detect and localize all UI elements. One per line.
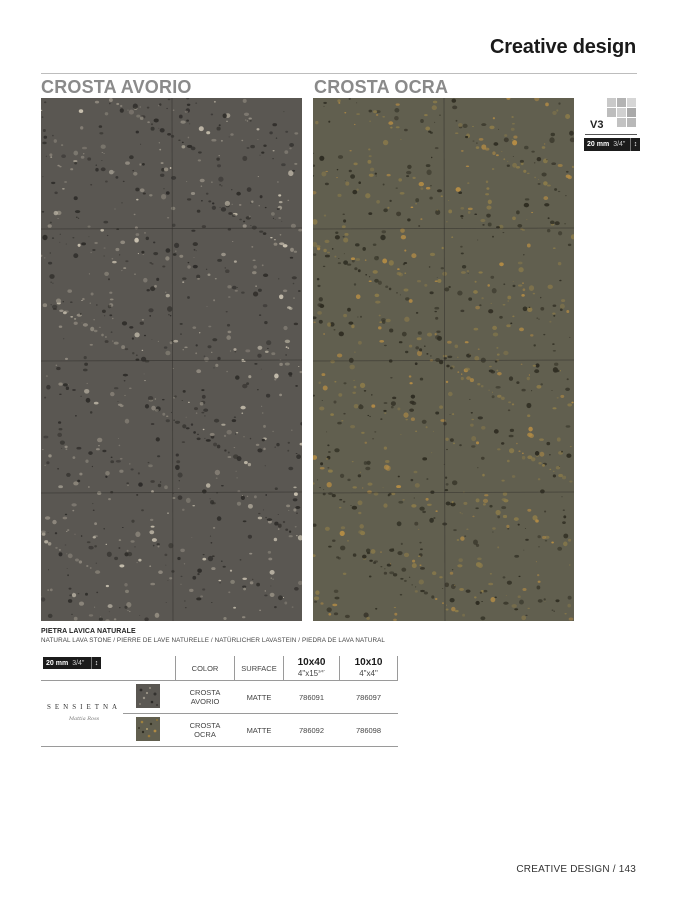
row1-color xyxy=(176,681,234,713)
row2-color-line1: CROSTA xyxy=(189,721,221,730)
table-thickness-arrow-icon: ↕ xyxy=(91,657,101,669)
size1-sub-wrap xyxy=(298,669,325,679)
size2-sub: 4"x4" xyxy=(359,669,378,679)
v3-pattern-icon xyxy=(607,98,637,128)
col-header-surface: SURFACE xyxy=(241,663,277,673)
thickness-arrow-icon: ↕ xyxy=(630,138,640,151)
row1-code-10x10: 786097 xyxy=(355,692,382,702)
table-thickness-inch: 3/4" xyxy=(72,659,85,667)
swatch-crosta-avorio xyxy=(41,98,302,621)
size1-sup: 3/4" xyxy=(318,668,326,674)
product-table xyxy=(41,656,398,748)
header-divider xyxy=(41,73,637,74)
row2-surface: MATTE xyxy=(246,725,272,735)
col-header-size-10x40 xyxy=(284,656,339,680)
swatch-crosta-ocra xyxy=(313,98,574,621)
product-title-crosta-avorio: CROSTA AVORIO xyxy=(41,77,192,97)
row2-code-10x40: 786092 xyxy=(298,725,325,735)
row1-code-10x40: 786091 xyxy=(298,692,325,702)
table-bottom-rule xyxy=(41,746,398,747)
row2-code-10x10: 786098 xyxy=(355,725,382,735)
table-thickness-badge xyxy=(43,657,101,669)
stone-title: PIETRA LAVICA NATURALE xyxy=(41,628,136,635)
row2-color xyxy=(176,714,234,746)
page-footer: CREATIVE DESIGN / 143 xyxy=(516,864,636,875)
thickness-mm: 20 mm xyxy=(587,141,610,148)
row2-color-line2: OCRA xyxy=(194,730,216,739)
header-divider-5 xyxy=(397,656,398,680)
thumb-crosta-ocra xyxy=(136,717,160,741)
row1-surface: MATTE xyxy=(246,692,272,702)
product-title-crosta-ocra: CROSTA OCRA xyxy=(314,77,449,97)
page-title: Creative design xyxy=(490,36,636,58)
pattern-code: V3 xyxy=(590,119,604,131)
legend-divider xyxy=(585,134,637,135)
thickness-inch: 3/4" xyxy=(613,141,626,148)
size1-main: 10x40 xyxy=(297,657,326,669)
table-thickness-mm: 20 mm xyxy=(46,659,69,667)
brand-logo: SENSIETNA xyxy=(47,703,122,711)
brand-signature: Mattia Ross xyxy=(69,716,100,722)
row1-color-line1: CROSTA xyxy=(189,688,221,697)
size1-sub: 4"x15 xyxy=(297,669,319,679)
stone-subtitle: NATURAL LAVA STONE / PIERRE DE LAVE NATURELLE / NATÜRLICHER LAVASTEIN / PIEDRA DE LAVA NATURAL xyxy=(41,637,386,644)
row1-color-line2: AVORIO xyxy=(190,697,220,706)
thumb-crosta-avorio xyxy=(136,684,160,708)
thickness-badge xyxy=(584,138,640,151)
col-header-size-10x10 xyxy=(340,656,397,680)
col-header-color: COLOR xyxy=(191,663,219,673)
size2-main: 10x10 xyxy=(354,657,383,669)
